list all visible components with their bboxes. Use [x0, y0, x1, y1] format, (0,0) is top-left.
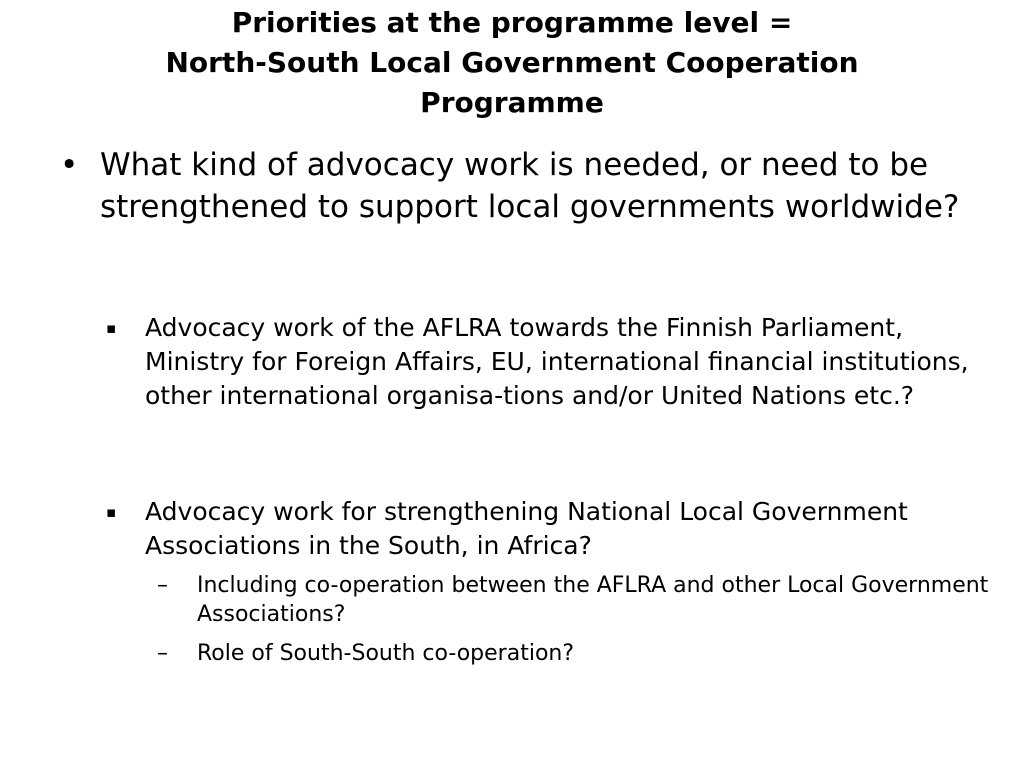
main-bullet-text: What kind of advocacy work is needed, or need to be strengthened to support local governments worldwide? — [100, 147, 960, 225]
slide-title-line-3: Programme — [420, 86, 604, 119]
dash-bullet-marker: – — [157, 573, 168, 598]
sub-bullet-text-national-associations: Advocacy work for strengthening National Local Government Associations in the South, in Africa? — [145, 497, 908, 560]
dash-item-text-cooperation: Including co-operation between the AFLRA and other Local Government Associations? — [197, 573, 989, 627]
dash-bullet-marker: – — [157, 641, 168, 666]
sub-bullet-marker: ▪ — [106, 319, 117, 337]
sub-bullet-marker: ▪ — [106, 503, 117, 521]
dash-item-text-south-south: Role of South-South co-operation? — [197, 641, 575, 666]
slide-title-line-2: North-South Local Government Cooperation — [165, 46, 859, 79]
sub-bullet-text-aflra-advocacy: Advocacy work of the AFLRA towards the Finnish Parliament, Ministry for Foreign Affairs, EU, international financial institutions, other international organisa-tions and/or United Nations etc.? — [145, 313, 969, 410]
slide-title-line-1: Priorities at the programme level = — [231, 6, 793, 39]
main-bullet-marker: • — [60, 147, 79, 183]
